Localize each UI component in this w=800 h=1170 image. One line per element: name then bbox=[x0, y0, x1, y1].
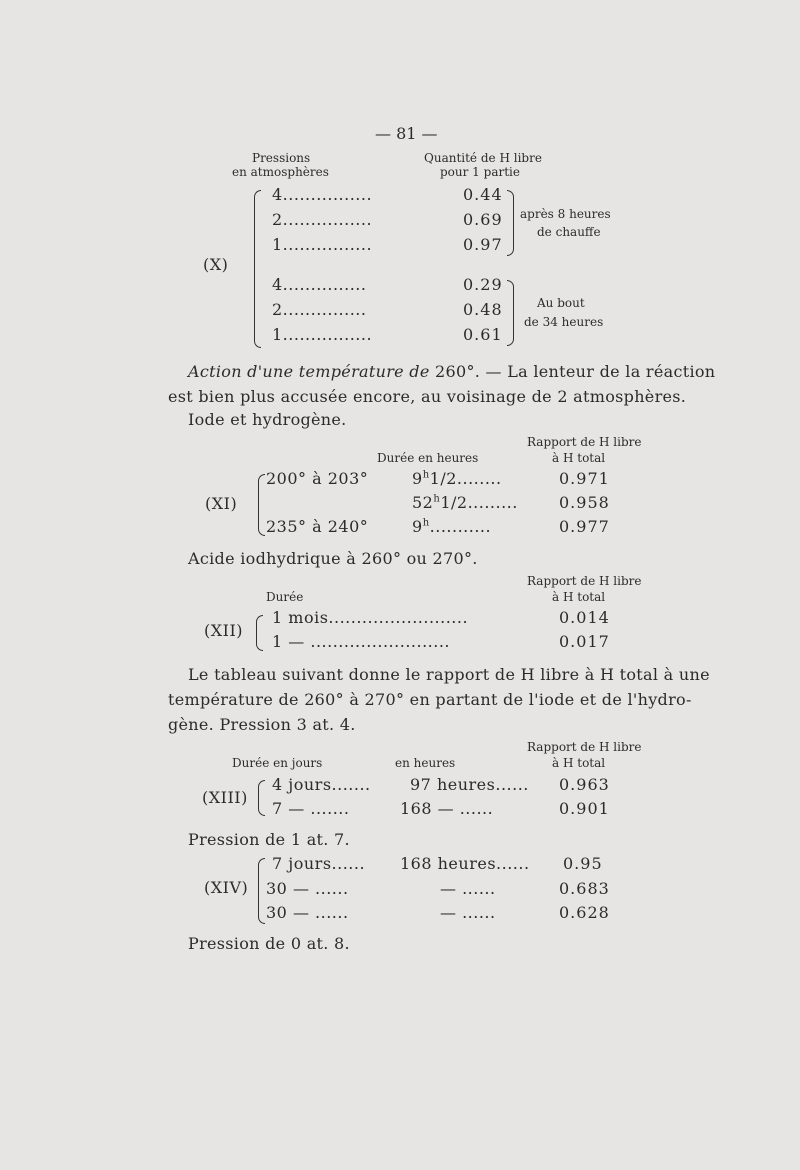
table-x-value: 0.69 bbox=[463, 210, 503, 229]
table-x-header-pressure-1: Pressions bbox=[252, 151, 311, 165]
paragraph-action-line-1 bbox=[188, 362, 715, 381]
table-xii-row: 1 — ......................... bbox=[272, 632, 450, 651]
table-x-note-1a: après 8 heures bbox=[520, 207, 611, 221]
table-xi-value: 0.977 bbox=[559, 517, 610, 536]
table-x-note-2b: de 34 heures bbox=[524, 315, 604, 329]
table-xi-duration-3 bbox=[412, 517, 491, 536]
table-xi-duration-2-sup: h bbox=[433, 493, 441, 505]
table-xiv-heures: — ...... bbox=[440, 879, 496, 898]
table-xiii-label: (XIII) bbox=[202, 788, 248, 807]
table-xi-duration-3-main: 9 bbox=[412, 517, 423, 536]
table-xiii-value: 0.901 bbox=[559, 799, 610, 818]
table-xi-value: 0.971 bbox=[559, 469, 610, 488]
table-xii-value: 0.017 bbox=[559, 632, 610, 651]
table-xiv-value: 0.95 bbox=[563, 854, 603, 873]
table-x-header-quantity-2: pour 1 partie bbox=[440, 165, 520, 179]
page-number: — 81 — bbox=[375, 124, 438, 143]
paragraph-pression-1: Pression de 1 at. 7. bbox=[188, 830, 350, 849]
table-xi-duration-2 bbox=[412, 493, 518, 512]
table-xi-header-rapport-1: Rapport de H libre bbox=[527, 435, 642, 449]
table-x-value: 0.44 bbox=[463, 185, 503, 204]
table-x-value: 0.29 bbox=[463, 275, 503, 294]
table-xiv-label: (XIV) bbox=[204, 878, 249, 897]
table-xiv-heures: 168 heures...... bbox=[400, 854, 530, 873]
table-xi-header-duree: Durée en heures bbox=[377, 451, 479, 465]
table-x-note-2a: Au bout bbox=[537, 296, 585, 310]
table-xi-duration-2-main: 52 bbox=[412, 493, 434, 512]
table-xiii-value: 0.963 bbox=[559, 775, 610, 794]
table-xii-value: 0.014 bbox=[559, 608, 610, 627]
table-xiv-value: 0.628 bbox=[559, 903, 610, 922]
table-x-note-1b: de chauffe bbox=[537, 225, 601, 239]
table-xi-duration-3-sup: h bbox=[422, 517, 430, 529]
paragraph-tableau-line-2: température de 260° à 270° en partant de l'iode et de l'hydro- bbox=[168, 690, 692, 709]
table-xi-temp-2: 235° à 240° bbox=[266, 517, 369, 536]
table-xii-header-rapport-2: à H total bbox=[552, 590, 606, 604]
table-xiii-left-brace bbox=[258, 780, 265, 816]
table-x-row: 4................ bbox=[272, 185, 373, 204]
paragraph-pression-2: Pression de 0 at. 8. bbox=[188, 934, 350, 953]
table-xiii-header-jours: Durée en jours bbox=[232, 756, 323, 770]
paragraph-action-rest: 260°. — La lenteur de la réaction bbox=[435, 362, 716, 381]
table-xiv-jours: 7 jours...... bbox=[272, 854, 366, 873]
table-xiii-heures: 168 — ...... bbox=[400, 799, 494, 818]
table-xi-label: (XI) bbox=[205, 494, 238, 513]
table-xiii-header-rapport-1: Rapport de H libre bbox=[527, 740, 642, 754]
table-xiv-heures: — ...... bbox=[440, 903, 496, 922]
table-xi-duration-1-main: 9 bbox=[412, 469, 423, 488]
table-x-right-brace-2 bbox=[507, 280, 514, 346]
table-xiii-header-rapport-2: à H total bbox=[552, 756, 606, 770]
table-xiii-header-heures: en heures bbox=[395, 756, 456, 770]
paragraph-tableau-line-3: gène. Pression 3 at. 4. bbox=[168, 715, 356, 734]
table-x-row: 2................ bbox=[272, 210, 373, 229]
paragraph-iode: Iode et hydrogène. bbox=[188, 410, 347, 429]
paragraph-action-line-2: est bien plus accusée encore, au voisinage de 2 atmosphères. bbox=[168, 387, 687, 406]
table-xi-temp-1: 200° à 203° bbox=[266, 469, 369, 488]
paragraph-tableau-line-1: Le tableau suivant donne le rapport de H libre à H total à une bbox=[188, 665, 710, 684]
table-xi-duration-1-sup: h bbox=[422, 469, 430, 481]
table-x-row: 1................ bbox=[272, 325, 373, 344]
table-xiii-heures: 97 heures...... bbox=[410, 775, 529, 794]
table-xii-left-brace bbox=[256, 615, 263, 651]
table-xi-duration-1-tail: 1/2........ bbox=[429, 469, 502, 488]
table-xi-header-rapport-2: à H total bbox=[552, 451, 606, 465]
table-x-row: 4............... bbox=[272, 275, 367, 294]
table-x-row: 1................ bbox=[272, 235, 373, 254]
table-xii-header-duree: Durée bbox=[266, 590, 304, 604]
table-xi-left-brace bbox=[258, 474, 265, 536]
table-xi-duration-2-tail: 1/2......... bbox=[440, 493, 518, 512]
table-xii-header-rapport-1: Rapport de H libre bbox=[527, 574, 642, 588]
table-xiv-left-brace bbox=[258, 858, 265, 924]
table-xiv-value: 0.683 bbox=[559, 879, 610, 898]
table-xiii-jours: 7 — ....... bbox=[272, 799, 350, 818]
table-xi-value: 0.958 bbox=[559, 493, 610, 512]
table-x-right-brace-1 bbox=[507, 190, 514, 256]
table-x-header-quantity-1: Quantité de H libre bbox=[424, 151, 542, 165]
table-xiv-jours: 30 — ...... bbox=[266, 879, 349, 898]
table-xiv-jours: 30 — ...... bbox=[266, 903, 349, 922]
table-x-value: 0.97 bbox=[463, 235, 503, 254]
table-xiii-jours: 4 jours....... bbox=[272, 775, 371, 794]
paragraph-action-italic: Action d'une température de bbox=[188, 362, 430, 381]
table-xi-duration-3-tail: ........... bbox=[429, 517, 492, 536]
table-x-header-pressure-2: en atmosphères bbox=[232, 165, 329, 179]
table-xii-row: 1 mois......................... bbox=[272, 608, 469, 627]
table-xi-duration-1 bbox=[412, 469, 502, 488]
table-x-value: 0.48 bbox=[463, 300, 503, 319]
paragraph-acide: Acide iodhydrique à 260° ou 270°. bbox=[188, 549, 478, 568]
table-x-value: 0.61 bbox=[463, 325, 503, 344]
table-x-row: 2............... bbox=[272, 300, 367, 319]
table-x-left-brace bbox=[254, 190, 261, 348]
table-x-label: (X) bbox=[203, 255, 229, 274]
table-xii-label: (XII) bbox=[204, 621, 244, 640]
